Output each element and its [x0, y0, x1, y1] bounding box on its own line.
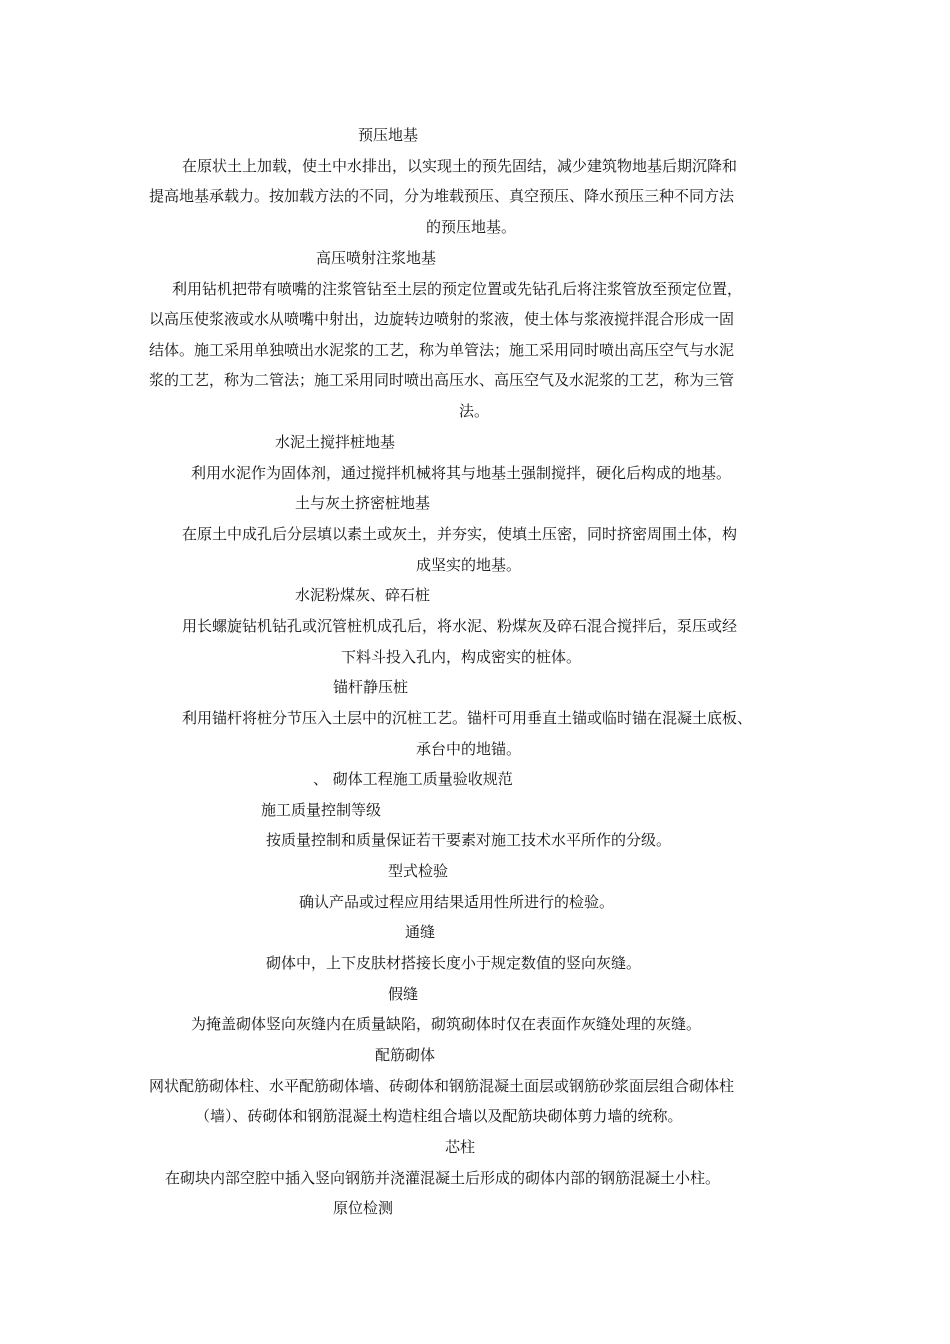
definition-line: 提高地基承载力。按加载方法的不同，分为堆载预压、真空预压、降水预压三种不同方法 [149, 187, 735, 205]
definition-line: 的预压地基。 [426, 218, 517, 236]
definition-line: 以高压使浆液或水从喷嘴中射出，边旋转边喷射的浆液，使土体与浆液搅拌混合形成一固 [149, 310, 735, 328]
section-title: 、 砌体工程施工质量验收规范 [313, 770, 513, 788]
term-heading: 土与灰土挤密桩地基 [295, 494, 431, 512]
term-heading: 芯柱 [445, 1138, 476, 1156]
definition-line: 下料斗投入孔内，构成密实的桩体。 [341, 648, 582, 666]
term-heading: 假缝 [388, 985, 419, 1003]
term-heading: 通缝 [405, 923, 436, 941]
term-heading: 水泥土搅拌桩地基 [275, 433, 396, 451]
definition-line: 浆的工艺，称为二管法；施工采用同时喷出高压水、高压空气及水泥浆的工艺，称为三管 [149, 371, 735, 389]
definition-line: 法。 [459, 402, 490, 420]
definition-line: 在原土中成孔后分层填以素土或灰土，并夯实，使填土压密，同时挤密周围土体，构 [182, 525, 738, 543]
definition-line: 结体。施工采用单独喷出水泥浆的工艺，称为单管法；施工采用同时喷出高压空气与水泥 [149, 341, 735, 359]
term-heading: 施工质量控制等级 [261, 801, 382, 819]
term-heading: 水泥粉煤灰、碎石桩 [295, 586, 431, 604]
definition-line: 利用钻机把带有喷嘴的注浆管钻至土层的预定位置或先钻孔后将注浆管放至预定位置， [172, 280, 743, 298]
term-heading: 预压地基 [358, 126, 419, 144]
definition-line: 砌体中，上下皮肤材搭接长度小于规定数值的竖向灰缝。 [266, 954, 642, 972]
term-heading: 原位检测 [333, 1199, 394, 1217]
definition-line: 利用锚杆将桩分节压入土层中的沉桩工艺。锚杆可用垂直土锚或临时锚在混凝土底板、 [182, 709, 753, 727]
term-heading: 型式检验 [388, 862, 449, 880]
definition-line: 成坚实的地基。 [416, 556, 522, 574]
definition-line: 为掩盖砌体竖向灰缝内在质量缺陷，砌筑砌体时仅在表面作灰缝处理的灰缝。 [191, 1015, 702, 1033]
term-heading: 高压喷射注浆地基 [316, 249, 437, 267]
definition-line: （墙）、砖砌体和钢筋混凝土构造柱组合墙以及配筋块砌体剪力墙的统称。 [195, 1107, 683, 1125]
definition-line: 在原状土上加载，使土中水排出，以实现土的预先固结，减少建筑物地基后期沉降和 [182, 157, 738, 175]
definition-line: 利用水泥作为固体剂，通过搅拌机械将其与地基土强制搅拌，硬化后构成的地基。 [191, 464, 732, 482]
term-heading: 配筋砌体 [375, 1046, 436, 1064]
definition-line: 确认产品或过程应用结果适用性所进行的检验。 [299, 893, 615, 911]
definition-line: 承台中的地锚。 [416, 740, 522, 758]
term-heading: 锚杆静压桩 [333, 678, 409, 696]
definition-line: 用长螺旋钻机钻孔或沉管桩机成孔后，将水泥、粉煤灰及碎石混合搅拌后，泵压或经 [182, 617, 738, 635]
definition-line: 网状配筋砌体柱、水平配筋砌体墙、砖砌体和钢筋混凝土面层或钢筋砂浆面层组合砌体柱 [149, 1077, 735, 1095]
definition-line: 按质量控制和质量保证若干要素对施工技术水平所作的分级。 [266, 831, 672, 849]
definition-line: 在砌块内部空腔中插入竖向钢筋并浇灌混凝土后形成的砌体内部的钢筋混凝土小柱。 [165, 1169, 721, 1187]
